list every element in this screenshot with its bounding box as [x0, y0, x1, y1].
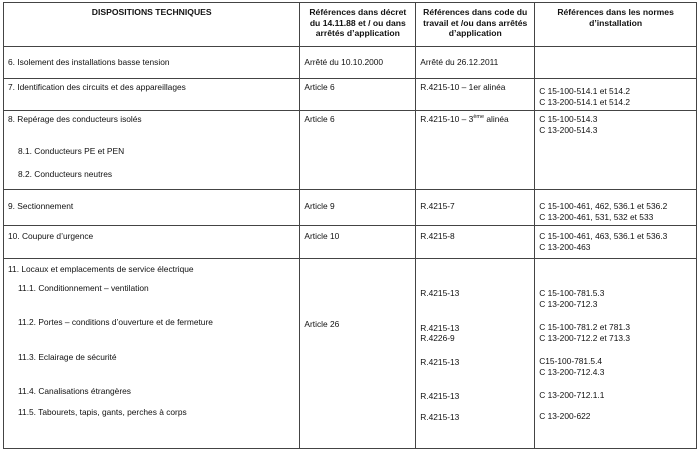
sub-row-label: 11.4. Canalisations étrangères — [18, 386, 131, 396]
norme-line: C 15-100-781.2 et 781.3 — [539, 322, 630, 332]
code-text: R.4215-10 – 3 — [420, 114, 474, 124]
table-row — [4, 79, 697, 111]
row-label: 10. Coupure d’urgence — [4, 226, 300, 259]
norme-line: C 15-100-514.3 — [539, 114, 598, 124]
code-text-suffix: alinéa — [484, 114, 509, 124]
sub-row-label: 11.2. Portes – conditions d’ouverture et de fermeture — [18, 317, 213, 327]
code-ref: R.4215-8 — [416, 226, 535, 259]
code-ref: Arrêté du 26.12.2011 — [416, 47, 535, 79]
row-title: 8. Repérage des conducteurs isolés — [8, 114, 142, 124]
table-row — [4, 226, 697, 259]
norme-line: C 15-100-461, 462, 536.1 et 536.2 — [539, 201, 668, 211]
code-line: R.4215-13 — [420, 356, 460, 367]
header-row — [4, 3, 697, 47]
code-ref — [416, 259, 535, 449]
code-line: R.4215-13 — [420, 322, 460, 333]
row-label — [4, 259, 300, 449]
norme-line: C 15-100-781.5.3 — [539, 288, 605, 298]
norme-ref — [535, 79, 697, 111]
table-row — [4, 259, 697, 449]
norme-line: C 13-200-712.4.3 — [539, 366, 605, 377]
row-label: 9. Sectionnement — [4, 190, 300, 226]
norme-line: C 15-100-461, 463, 536.1 et 536.3 — [539, 231, 668, 241]
code-line: R.4215-13 — [420, 411, 460, 422]
sub-row-label: 11.5. Tabourets, tapis, gants, perches à corps — [18, 406, 187, 417]
norme-ref — [535, 190, 697, 226]
decret-ref: Article 6 — [300, 111, 416, 190]
norme-line: C 13-200-712.2 et 713.3 — [539, 332, 630, 343]
code-superscript: ème — [473, 114, 485, 120]
norme-line: C 13-200-514.3 — [539, 124, 598, 135]
norme-line: C 15-100-514.1 et 514.2 — [539, 86, 630, 96]
header-decret: Références dans décret du 14.11.88 et / ou dans arrêtés d’application — [300, 3, 416, 47]
row-label — [4, 111, 300, 190]
sub-row-label: 8.1. Conducteurs PE et PEN — [18, 145, 125, 156]
norme-line: C15-100-781.5.4 — [539, 356, 603, 366]
code-line: R.4215-13 — [420, 288, 460, 298]
norme-ref — [535, 47, 697, 79]
table-row — [4, 190, 697, 226]
code-line: R.4215-13 — [420, 391, 460, 401]
decret-ref: Article 9 — [300, 190, 416, 226]
row-label: 7. Identification des circuits et des appareillages — [4, 79, 300, 111]
decret-ref: Arrêté du 10.10.2000 — [300, 47, 416, 79]
sub-row-label: 11.1. Conditionnement – ventilation — [18, 282, 149, 293]
norme-ref — [535, 259, 697, 449]
norme-line: C 13-200-712.1.1 — [539, 390, 605, 400]
norme-ref — [535, 226, 697, 259]
norme-line: C 13-200-622 — [539, 410, 591, 421]
code-ref: R.4215-10 – 1er alinéa — [416, 79, 535, 111]
dispositions-table — [3, 2, 697, 449]
header-dispositions: DISPOSITIONS TECHNIQUES — [4, 3, 300, 47]
norme-line: C 13-200-463 — [539, 241, 591, 252]
code-ref — [416, 111, 535, 190]
row-label: 6. Isolement des installations basse tension — [4, 47, 300, 79]
norme-ref — [535, 111, 697, 190]
row-title: 11. Locaux et emplacements de service électrique — [8, 264, 194, 274]
code-ref: R.4215-7 — [416, 190, 535, 226]
table-row — [4, 47, 697, 79]
code-line: R.4226-9 — [420, 333, 455, 343]
norme-line: C 13-200-461, 531, 532 et 533 — [539, 211, 654, 222]
norme-line: C 13-200-712.3 — [539, 298, 598, 309]
decret-ref: Article 10 — [300, 226, 416, 259]
norme-line: C 13-200-514.1 et 514.2 — [539, 96, 630, 107]
decret-ref: Article 6 — [300, 79, 416, 111]
header-code-travail: Références dans code du travail et /ou dans arrêtés d’application — [416, 3, 535, 47]
table-row — [4, 111, 697, 190]
header-normes: Références dans les normes d’installation — [535, 3, 697, 47]
sub-row-label: 11.3. Eclairage de sécurité — [18, 351, 117, 362]
sub-row-label: 8.2. Conducteurs neutres — [18, 169, 113, 179]
decret-ref — [300, 259, 416, 449]
decret-line: Article 26 — [304, 319, 340, 329]
